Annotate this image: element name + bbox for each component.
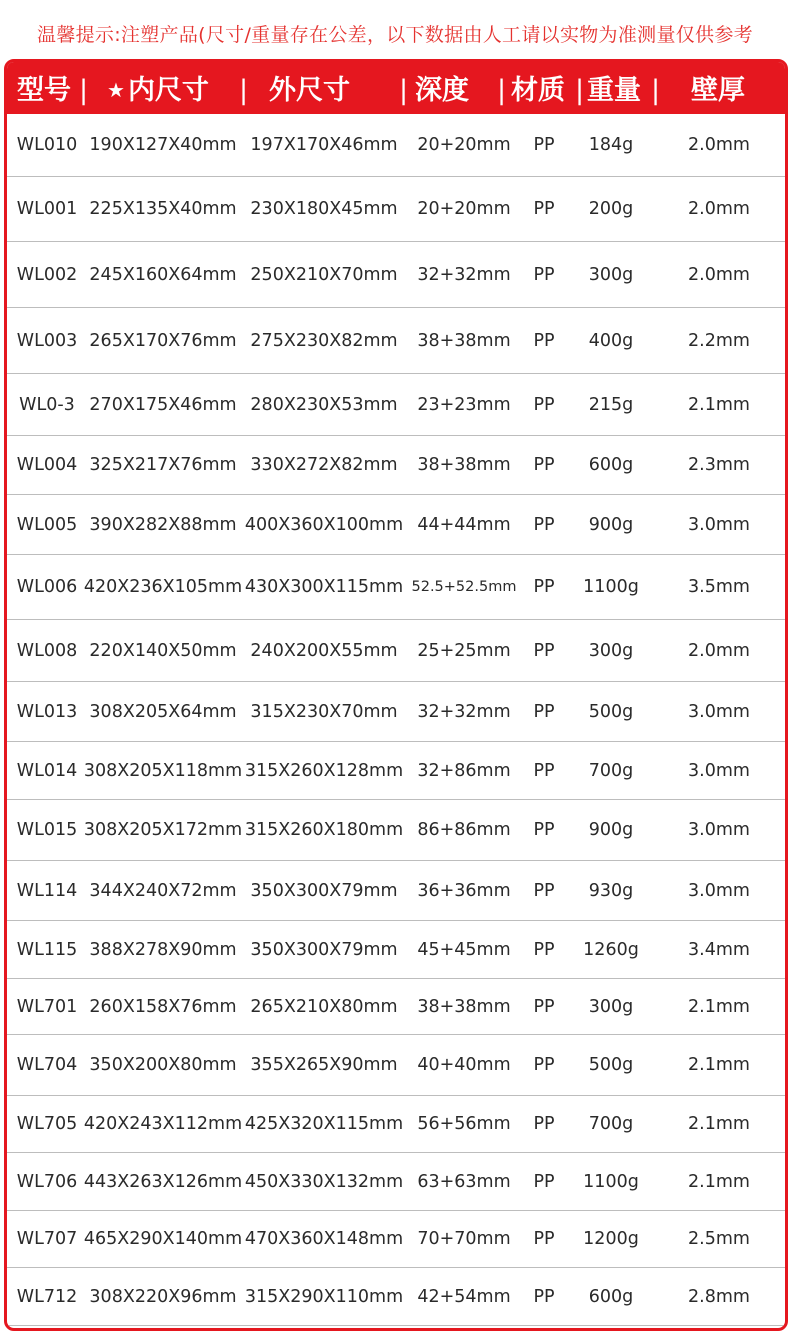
table-row [7, 979, 785, 1035]
header-weight: 重量 [587, 75, 641, 106]
cell-material: PP [533, 1171, 555, 1192]
header-material: 材质 [511, 75, 565, 106]
cell-outer-size: 400X360X100mm [244, 514, 404, 535]
table-row [7, 620, 785, 682]
cell-depth: 70+70mm [417, 1229, 511, 1249]
cell-depth: 38+38mm [417, 330, 511, 351]
cell-wall-thickness: 2.3mm [688, 455, 750, 475]
cell-inner-size: 225X135X40mm [89, 199, 237, 219]
cell-depth: 38+38mm [417, 996, 511, 1017]
cell-material: PP [533, 1229, 555, 1249]
cell-depth: 32+32mm [417, 701, 511, 722]
cell-material: PP [533, 939, 555, 960]
table-row [7, 1211, 785, 1268]
star-icon: ★ [107, 78, 125, 102]
cell-model: WL0-3 [19, 394, 75, 415]
header-inner [107, 62, 209, 114]
cell-wall-thickness: 2.1mm [688, 996, 750, 1017]
table-row [7, 308, 785, 374]
cell-weight: 600g [588, 1286, 634, 1307]
cell-outer-size: 280X230X53mm [250, 394, 398, 415]
cell-inner-size: 308X205X172mm [83, 820, 243, 840]
cell-material: PP [533, 701, 555, 722]
cell-depth: 52.5+52.5mm [411, 579, 517, 595]
header-separator: | [497, 75, 507, 106]
cell-inner-size: 420X236X105mm [83, 577, 243, 597]
cell-outer-size: 315X260X180mm [244, 820, 404, 840]
cell-wall-thickness: 2.1mm [688, 1055, 750, 1075]
header-depth: 深度 [415, 75, 469, 106]
cell-inner-size: 308X220X96mm [89, 1286, 237, 1307]
header-wall: 壁厚 [691, 75, 745, 106]
cell-depth: 40+40mm [417, 1055, 511, 1075]
cell-weight: 300g [588, 264, 634, 285]
table-row [7, 177, 785, 242]
cell-weight: 184g [588, 135, 634, 155]
table-row [7, 1035, 785, 1096]
cell-wall-thickness: 2.0mm [688, 640, 750, 661]
header-separator: | [575, 75, 585, 106]
cell-outer-size: 265X210X80mm [250, 996, 398, 1017]
cell-inner-size: 308X205X118mm [83, 760, 243, 781]
cell-outer-size: 315X290X110mm [244, 1286, 404, 1307]
cell-model: WL712 [16, 1286, 78, 1307]
cell-weight: 1100g [583, 1171, 639, 1192]
table-row [7, 921, 785, 979]
cell-material: PP [533, 577, 555, 597]
cell-inner-size: 388X278X90mm [89, 939, 237, 960]
cell-outer-size: 430X300X115mm [244, 577, 404, 597]
cell-wall-thickness: 2.2mm [688, 330, 750, 351]
cell-outer-size: 250X210X70mm [250, 264, 398, 285]
table-row [7, 1096, 785, 1153]
cell-weight: 300g [588, 996, 634, 1017]
tolerance-notice: 温馨提示:注塑产品(尺寸/重量存在公差，以下数据由人工请以实物为准测量仅供参考 [37, 24, 753, 46]
cell-material: PP [533, 264, 555, 285]
cell-weight: 400g [588, 330, 634, 351]
cell-outer-size: 355X265X90mm [250, 1055, 398, 1075]
cell-depth: 23+23mm [417, 394, 511, 415]
table-row [7, 1153, 785, 1211]
cell-depth: 38+38mm [417, 455, 511, 475]
cell-outer-size: 330X272X82mm [250, 455, 398, 475]
cell-weight: 900g [588, 820, 634, 840]
cell-depth: 32+86mm [417, 760, 511, 781]
cell-depth: 36+36mm [417, 880, 511, 901]
header-separator: | [239, 75, 249, 106]
cell-wall-thickness: 2.5mm [688, 1229, 750, 1249]
table-row [7, 242, 785, 308]
spec-table [4, 59, 788, 1331]
cell-wall-thickness: 3.0mm [688, 701, 750, 722]
cell-outer-size: 425X320X115mm [244, 1114, 404, 1134]
cell-outer-size: 275X230X82mm [250, 330, 398, 351]
cell-model: WL706 [16, 1171, 78, 1192]
cell-wall-thickness: 3.0mm [688, 760, 750, 781]
cell-inner-size: 325X217X76mm [89, 455, 237, 475]
cell-wall-thickness: 3.4mm [688, 939, 750, 960]
cell-inner-size: 420X243X112mm [83, 1114, 243, 1134]
cell-inner-size: 270X175X46mm [89, 394, 237, 415]
cell-inner-size: 390X282X88mm [89, 514, 237, 535]
cell-model: WL013 [16, 701, 78, 722]
cell-material: PP [533, 1055, 555, 1075]
cell-model: WL015 [16, 820, 78, 840]
cell-weight: 600g [588, 455, 634, 475]
cell-depth: 20+20mm [417, 199, 511, 219]
cell-outer-size: 197X170X46mm [250, 135, 398, 155]
cell-outer-size: 240X200X55mm [250, 640, 398, 661]
cell-weight: 500g [588, 701, 634, 722]
cell-material: PP [533, 880, 555, 901]
cell-inner-size: 265X170X76mm [89, 330, 237, 351]
cell-weight: 700g [588, 760, 634, 781]
header-model: 型号 [17, 75, 71, 106]
cell-model: WL014 [16, 760, 78, 781]
cell-material: PP [533, 514, 555, 535]
header-outer: 外尺寸 [269, 75, 350, 106]
table-row [7, 861, 785, 921]
cell-outer-size: 450X330X132mm [244, 1171, 404, 1192]
header-inner-label: 内尺寸 [127, 75, 209, 106]
cell-weight: 200g [588, 199, 634, 219]
cell-depth: 32+32mm [417, 264, 511, 285]
cell-material: PP [533, 199, 555, 219]
cell-material: PP [533, 135, 555, 155]
cell-inner-size: 465X290X140mm [83, 1229, 243, 1249]
cell-inner-size: 443X263X126mm [83, 1171, 243, 1192]
cell-wall-thickness: 2.1mm [688, 1114, 750, 1134]
cell-model: WL002 [16, 264, 78, 285]
cell-material: PP [533, 330, 555, 351]
cell-model: WL707 [16, 1229, 78, 1249]
cell-material: PP [533, 640, 555, 661]
cell-weight: 1100g [583, 577, 639, 597]
cell-weight: 900g [588, 514, 634, 535]
cell-model: WL008 [16, 640, 78, 661]
cell-weight: 1260g [583, 939, 639, 960]
table-row [7, 436, 785, 495]
table-row [7, 374, 785, 436]
cell-wall-thickness: 2.0mm [688, 264, 750, 285]
cell-material: PP [533, 1114, 555, 1134]
cell-model: WL701 [16, 996, 78, 1017]
cell-depth: 44+44mm [417, 514, 511, 535]
cell-inner-size: 350X200X80mm [89, 1055, 237, 1075]
cell-wall-thickness: 2.0mm [688, 135, 750, 155]
cell-weight: 300g [588, 640, 634, 661]
cell-outer-size: 315X230X70mm [250, 701, 398, 722]
table-row [7, 682, 785, 742]
table-body [7, 114, 785, 1326]
cell-weight: 215g [588, 394, 634, 415]
cell-material: PP [533, 455, 555, 475]
cell-depth: 86+86mm [417, 820, 511, 840]
cell-material: PP [533, 1286, 555, 1307]
header-separator: | [79, 75, 89, 106]
cell-inner-size: 260X158X76mm [89, 996, 237, 1017]
cell-depth: 25+25mm [417, 640, 511, 661]
cell-material: PP [533, 996, 555, 1017]
cell-depth: 42+54mm [417, 1286, 511, 1307]
table-row [7, 114, 785, 177]
cell-model: WL003 [16, 330, 78, 351]
cell-depth: 63+63mm [417, 1171, 511, 1192]
cell-wall-thickness: 2.1mm [688, 1171, 750, 1192]
table-row [7, 800, 785, 861]
cell-weight: 1200g [583, 1229, 639, 1249]
cell-wall-thickness: 2.8mm [688, 1286, 750, 1307]
cell-depth: 45+45mm [417, 939, 511, 960]
cell-inner-size: 344X240X72mm [89, 880, 237, 901]
table-row [7, 742, 785, 800]
cell-material: PP [533, 760, 555, 781]
cell-inner-size: 220X140X50mm [89, 640, 237, 661]
cell-outer-size: 470X360X148mm [244, 1229, 404, 1249]
cell-inner-size: 308X205X64mm [89, 701, 237, 722]
cell-inner-size: 245X160X64mm [89, 264, 237, 285]
table-row [7, 555, 785, 620]
cell-model: WL114 [16, 880, 78, 901]
table-row [7, 1268, 785, 1326]
cell-wall-thickness: 3.0mm [688, 514, 750, 535]
header-separator: | [399, 75, 409, 106]
cell-weight: 700g [588, 1114, 634, 1134]
cell-model: WL005 [16, 514, 78, 535]
cell-model: WL115 [16, 939, 78, 960]
cell-outer-size: 350X300X79mm [250, 939, 398, 960]
cell-material: PP [533, 820, 555, 840]
cell-model: WL704 [16, 1055, 78, 1075]
cell-model: WL001 [16, 199, 78, 219]
cell-depth: 56+56mm [417, 1114, 511, 1134]
cell-wall-thickness: 2.1mm [688, 394, 750, 415]
cell-weight: 500g [588, 1055, 634, 1075]
cell-depth: 20+20mm [417, 135, 511, 155]
cell-wall-thickness: 3.0mm [688, 820, 750, 840]
table-row [7, 495, 785, 555]
cell-model: WL705 [16, 1114, 78, 1134]
cell-weight: 930g [588, 880, 634, 901]
cell-outer-size: 350X300X79mm [250, 880, 398, 901]
cell-wall-thickness: 2.0mm [688, 199, 750, 219]
cell-outer-size: 230X180X45mm [250, 199, 398, 219]
cell-model: WL006 [16, 577, 78, 597]
table-header [7, 62, 785, 114]
cell-outer-size: 315X260X128mm [244, 760, 404, 781]
cell-inner-size: 190X127X40mm [89, 135, 237, 155]
cell-wall-thickness: 3.5mm [688, 577, 750, 597]
cell-wall-thickness: 3.0mm [688, 880, 750, 901]
cell-material: PP [533, 394, 555, 415]
header-separator: | [651, 75, 661, 106]
cell-model: WL004 [16, 455, 78, 475]
cell-model: WL010 [16, 135, 78, 155]
